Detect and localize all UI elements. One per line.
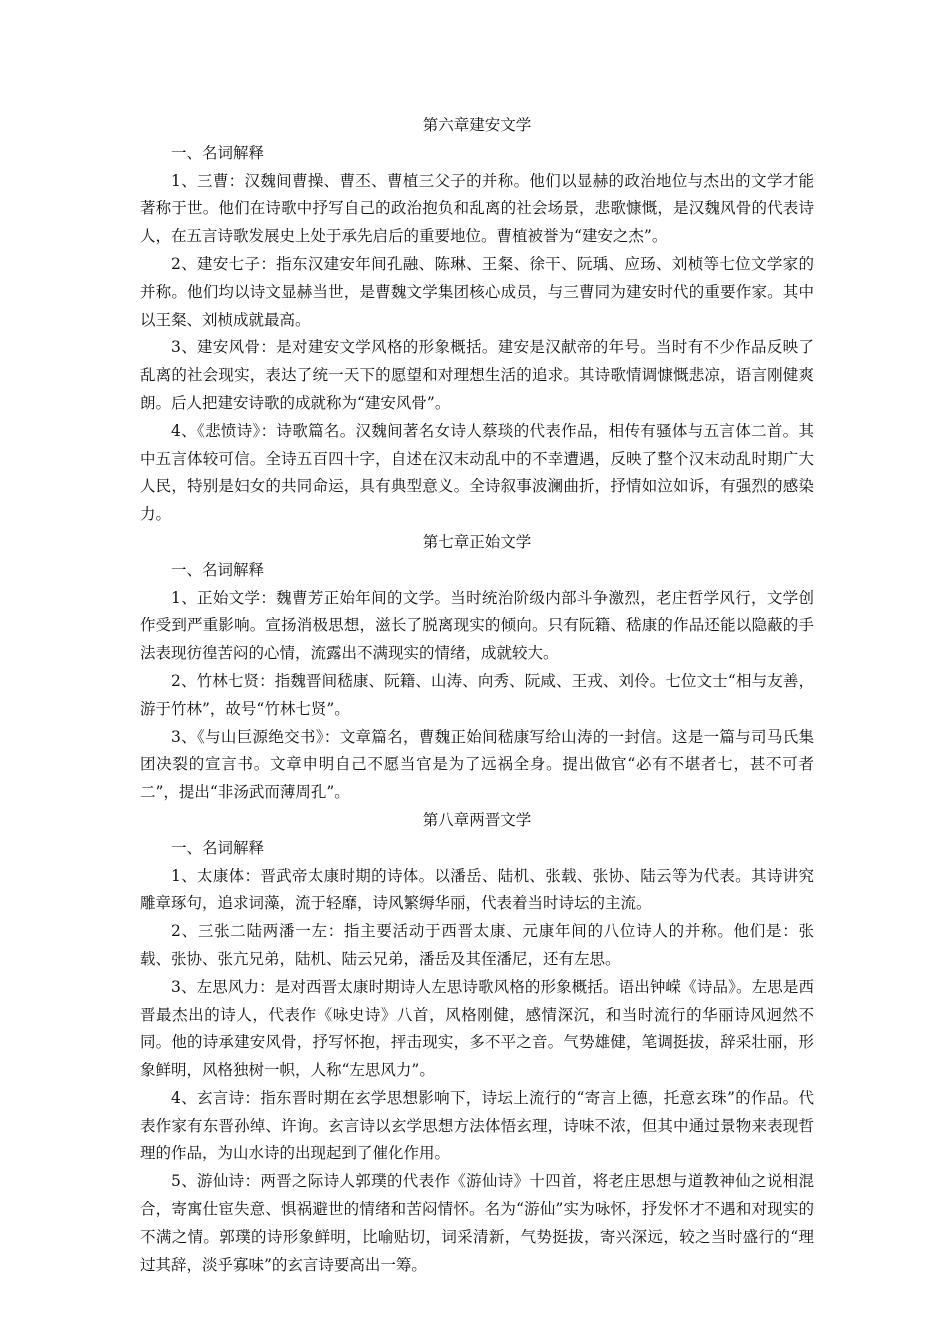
term-entry: 4、玄言诗：指东晋时期在玄学思想影响下，诗坛上流行的“寄言上德，托意玄珠”的作品。代表作家有东晋孙绰、许询。玄言诗以玄学思想方法体悟玄理，诗味不浓，但其中通过景物来表现哲理的作品，为山水诗的出现起到了催化作用。: [140, 1088, 814, 1163]
term-entry: 4、《悲愤诗》：诗歌篇名。汉魏间著名女诗人蔡琰的代表作品，相传有骚体与五言体二首。其中五言体较可信。全诗五百四十字，自述在汉末动乱中的不幸遭遇，反映了整个汉末动乱时期广大人民，特别是妇女的共同命运，具有典型意义。全诗叙事波澜曲折，抒情如泣如诉，有强烈的感染力。: [140, 421, 814, 524]
chapter-title: 第八章两晋文学: [422, 810, 532, 829]
term-entry: 3、《与山巨源绝交书》：文章篇名，曹魏正始间嵇康写给山涛的一封信。这是一篇与司马氏集团决裂的宣言书。文章申明自己不愿当官是为了远祸全身。提出做官“必有不堪者七，甚不可者二”，提出“非汤武而薄周孔”。: [140, 727, 814, 802]
term-entry: 2、三张二陆两潘一左：指主要活动于西晋太康、元康年间的八位诗人的并称。他们是：张载、张协、张亢兄弟，陆机、陆云兄弟，潘岳及其侄潘尼，还有左思。: [140, 922, 814, 968]
term-entry: 1、三曹：汉魏间曹操、曹丕、曹植三父子的并称。他们以显赫的政治地位与杰出的文学才能著称于世。他们在诗歌中抒写自己的政治抱负和乱离的社会场景，悲歌慷慨，是汉魏风骨的代表诗人，在五言诗歌发展史上处于承先启后的重要地位。曹植被誉为“建安之杰”。: [140, 171, 814, 246]
document-page: [140, 112, 814, 1279]
term-entry: 2、建安七子：指东汉建安年间孔融、陈琳、王粲、徐干、阮瑀、应玚、刘桢等七位文学家的并称。他们均以诗文显赫当世，是曹魏文学集团核心成员，与三曹同为建安时代的重要作家。其中以王粲、刘桢成就最高。: [140, 254, 814, 329]
section-heading: 一、名词解释: [171, 838, 265, 857]
term-entry: 1、太康体：晋武帝太康时期的诗体。以潘岳、陆机、张载、张协、陆云等为代表。其诗讲究雕章琢句，追求词藻，流于轻靡，诗风繁缛华丽，代表着当时诗坛的主流。: [140, 866, 814, 913]
term-entry: 1、正始文学：魏曹芳正始年间的文学。当时统治阶级内部斗争激烈，老庄哲学风行，文学创作受到严重影响。宣扬消极思想，滋长了脱离现实的倾向。只有阮籍、嵇康的作品还能以隐蔽的手法表现彷徨苦闷的心情，流露出不满现实的情绪，成就较大。: [140, 588, 814, 663]
term-entry: 2、竹林七贤：指魏晋间嵇康、阮籍、山涛、向秀、阮咸、王戎、刘伶。七位文士“相与友善，游于竹林”，故号“竹林七贤”。: [140, 671, 814, 718]
term-entry: 3、建安风骨：是对建安文学风格的形象概括。建安是汉献帝的年号。当时有不少作品反映了乱离的社会现实，表达了统一天下的愿望和对理想生活的追求。其诗歌情调慷慨悲凉，语言刚健爽朗。后人把建安诗歌的成就称为“建安风骨”。: [140, 338, 814, 412]
term-entry: 3、左思风力：是对西晋太康时期诗人左思诗歌风格的形象概括。语出钟嵘《诗品》。左思是西晋最杰出的诗人，代表作《咏史诗》八首，风格刚健，感情深沉，和当时流行的华丽诗风迥然不同。他的诗承建安风骨，抒写怀抱，抨击现实，多不平之音。气势雄健，笔调挺拔，辞采壮丽，形象鲜明，风格独树一帜，人称“左思风力”。: [140, 977, 814, 1080]
term-entry: 5、游仙诗：两晋之际诗人郭璞的代表作《游仙诗》十四首，将老庄思想与道教神仙之说相混合，寄寓仕宦失意、惧祸避世的情绪和苦闷情怀。名为“游仙”实为咏怀，抒发怀才不遇和对现实的不满之情。郭璞的诗形象鲜明，比喻贴切，词采清新，气势挺拔，寄兴深远，较之当时盛行的“理过其辞，淡乎寡味”的玄言诗要高出一筹。: [140, 1172, 814, 1274]
chapter-title: 第六章建安文学: [422, 116, 532, 134]
section-heading: 一、名词解释: [171, 560, 265, 579]
chapter-title: 第七章正始文学: [422, 532, 532, 551]
section-heading: 一、名词解释: [171, 143, 265, 162]
